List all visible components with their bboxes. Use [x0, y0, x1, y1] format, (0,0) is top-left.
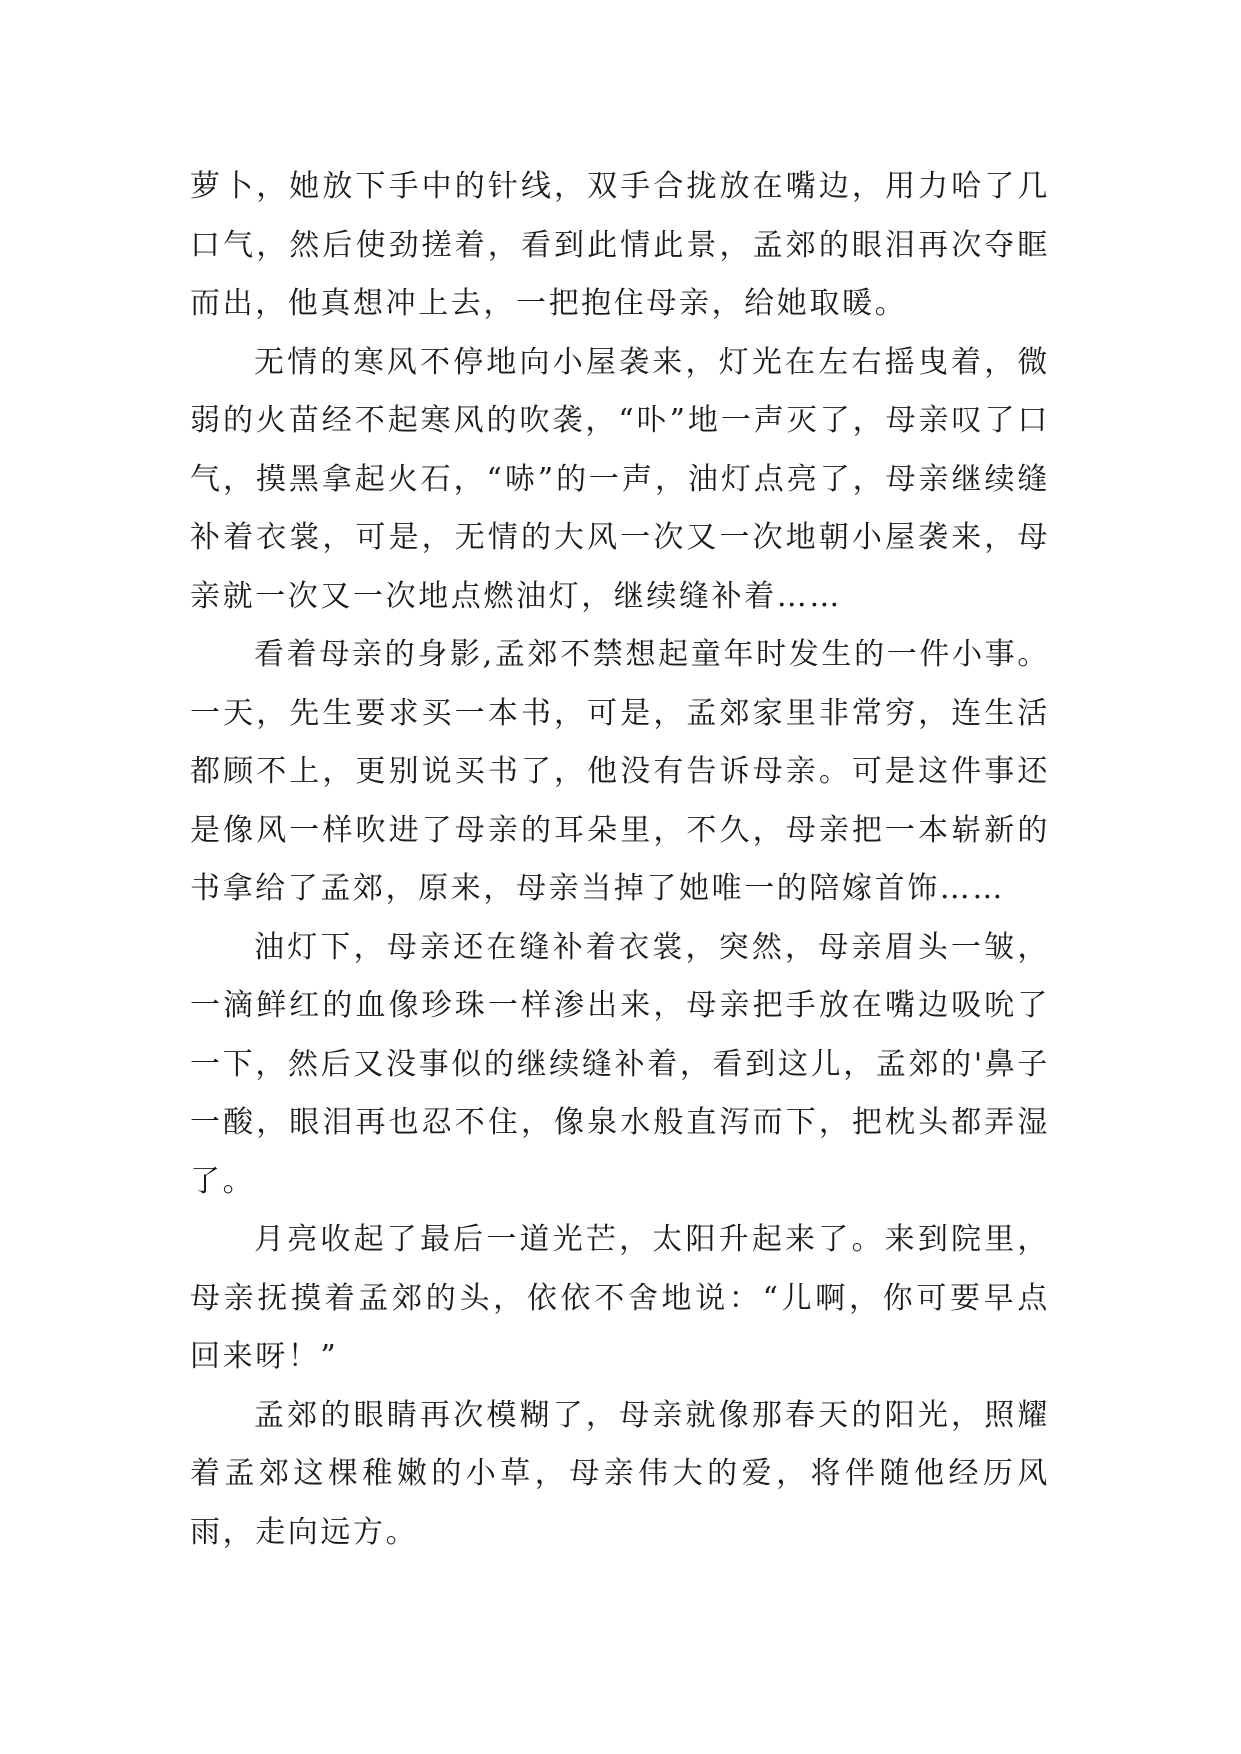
paragraph-2: 无情的寒风不停地向小屋袭来，灯光在左右摇曳着，微弱的火苗经不起寒风的吹袭，“卟”地一声灭了，母亲叹了口气，摸黑拿起火石，“哧”的一声，油灯点亮了，母亲继续缝补着衣裳，可是，无情的大风一次又一次地朝小屋袭来，母亲就一次又一次地点燃油灯，继续缝补着…… — [190, 344, 1050, 614]
document-body — [190, 158, 1050, 1562]
paragraph-4: 油灯下，母亲还在缝补着衣裳，突然，母亲眉头一皱，一滴鲜红的血像珍珠一样渗出来，母亲把手放在嘴边吸吮了一下，然后又没事似的继续缝补着，看到这儿，孟郊的'鼻子一酸，眼泪再也忍不住，像泉水般直泻而下，把枕头都弄湿了。 — [190, 929, 1050, 1199]
paragraph-5: 月亮收起了最后一道光芒，太阳升起来了。来到院里，母亲抚摸着孟郊的头，依依不舍地说：“儿啊，你可要早点回来呀！” — [190, 1222, 1050, 1374]
paragraph-6: 孟郊的眼睛再次模糊了，母亲就像那春天的阳光，照耀着孟郊这棵稚嫩的小草，母亲伟大的爱，将伴随他经历风雨，走向远方。 — [190, 1397, 1050, 1550]
paragraph-3: 看着母亲的身影,孟郊不禁想起童年时发生的一件小事。一天，先生要求买一本书，可是，孟郊家里非常穷，连生活都顾不上，更别说买书了，他没有告诉母亲。可是这件事还是像风一样吹进了母亲的耳朵里，不久，母亲把一本崭新的书拿给了孟郊，原来，母亲当掉了她唯一的陪嫁首饰…… — [190, 637, 1050, 906]
paragraph-1: 萝卜，她放下手中的针线，双手合拢放在嘴边，用力哈了几口气，然后使劲搓着，看到此情此景，孟郊的眼泪再次夺眶而出，他真想冲上去，一把抱住母亲，给她取暖。 — [190, 169, 1050, 321]
